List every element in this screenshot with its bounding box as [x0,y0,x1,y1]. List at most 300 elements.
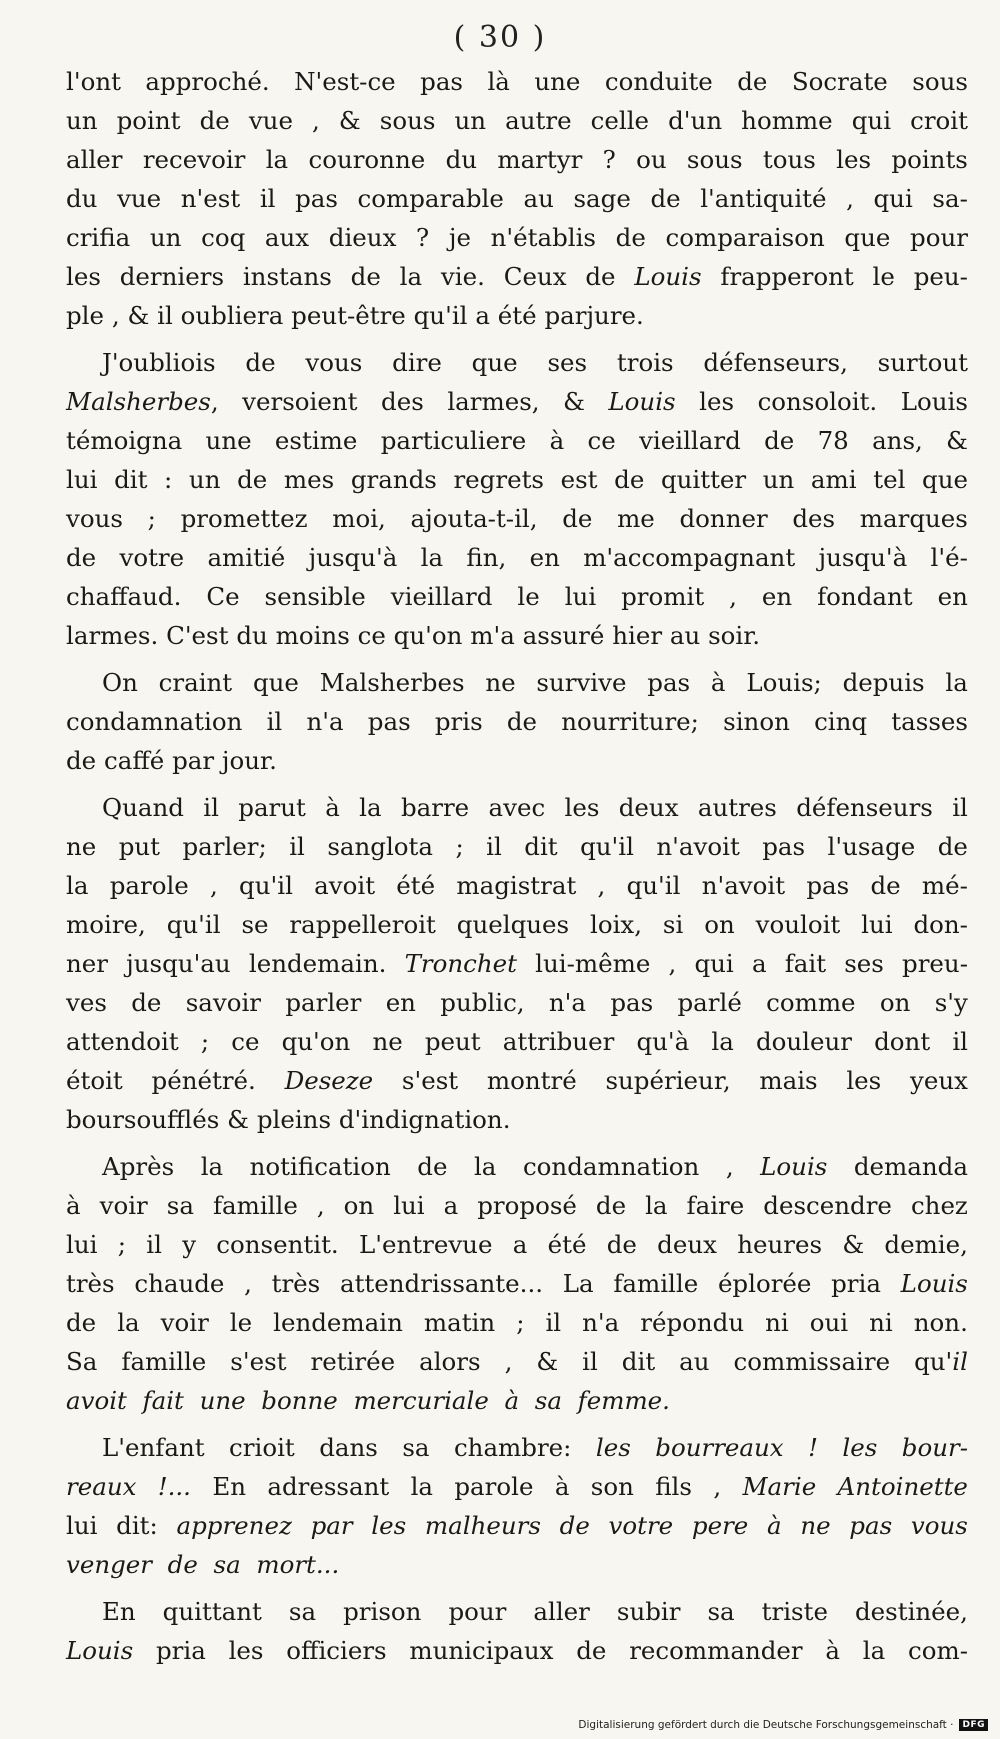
word: Socrate [791,67,888,96]
word: qui [694,949,734,978]
word: fait [784,949,827,978]
word: pris [434,707,483,736]
word: bour- [901,1433,968,1462]
word: il [259,184,276,213]
word: supérieur, [605,1066,731,1095]
word: vous [305,348,363,377]
word: vous [910,1511,968,1540]
word: pas [295,184,338,213]
word: est [560,465,598,494]
word: de [937,832,968,861]
word: une [199,1386,246,1415]
word: s'est [401,1066,459,1095]
word: Après [102,1152,175,1181]
word: de [585,262,616,291]
word: qu'il [239,871,293,900]
word: Louis [634,262,702,291]
word: que [844,223,891,252]
text-line [66,663,968,702]
word: l'é- [930,543,968,572]
word: mais [759,1066,818,1095]
word: , [111,301,120,330]
word: , [244,1269,252,1298]
word: demanda [853,1152,968,1181]
word: , [725,1152,734,1181]
paragraph-gap [66,1584,968,1592]
word: commissaire [733,1347,891,1376]
word: qu'on [281,1027,351,1056]
word: ne [372,1027,403,1056]
word: pas [420,67,464,96]
word: ? [416,223,430,252]
word: ou [636,145,667,174]
word: vue [117,184,162,213]
word: fait [142,1386,184,1415]
word: Ceux [503,262,567,291]
text-line [66,140,968,179]
footer-credit: Digitalisierung gefördert durch die Deutsche Forschungsgemeinschaft · [578,1719,954,1731]
word: preu- [902,949,968,978]
word: sous [912,67,968,96]
word: que [471,348,518,377]
word: au [523,184,554,213]
word: ple [66,301,105,330]
word: qu'à [636,1027,690,1056]
word: un [66,106,98,135]
word: boursoufflés [66,1105,220,1134]
word: un [188,465,221,494]
word: on [704,910,735,939]
word: parjure. [544,301,644,330]
word: , [713,1472,722,1501]
word: lui [393,1191,425,1220]
word: très [66,1269,115,1298]
word: pas [610,988,654,1017]
word: cinq [814,707,868,736]
digitization-footer [578,1719,988,1731]
paragraph-gap [66,655,968,663]
word: crifia [66,223,131,252]
word: parler [285,988,362,1017]
word: pleins [256,1105,332,1134]
word: vieillard [639,426,741,455]
word: Louis; [746,668,822,697]
word: d'indignation. [338,1105,511,1134]
word: lui [861,910,893,939]
text-line [66,257,968,296]
word: dit: [116,1511,158,1540]
word: consoloit. [757,387,878,416]
word: n'a [548,988,587,1017]
word: recevoir [142,145,246,174]
text-line [66,218,968,257]
word: dont [874,1027,931,1056]
word: parlé [677,988,742,1017]
word: attendrissante... [339,1269,544,1298]
word: ajouta-t-il, [410,504,538,533]
word: de [562,504,593,533]
word: ; [117,1230,126,1259]
word: en [937,582,968,611]
word: regrets [453,465,544,494]
word: comparable [357,184,504,213]
word: condamnation [522,1152,700,1181]
word: put [118,832,161,861]
word: Malsherbes [319,668,465,697]
word: deux [618,793,679,822]
word: faire [686,1191,745,1220]
word: à [66,1191,81,1220]
word: a [512,1230,528,1259]
word: officiers [286,1636,387,1665]
word: matin [423,1308,496,1337]
word: aller [533,1597,590,1626]
word: hier [612,621,663,650]
word: la [66,871,89,900]
word: de [167,1550,198,1579]
word: , [210,871,218,900]
word: été [396,871,436,900]
word: témoigna [66,426,183,455]
word: pria [831,1269,881,1298]
word: , [504,1347,513,1376]
word: dit [524,832,558,861]
word: On [102,668,138,697]
word: versoient [242,387,358,416]
word: la [711,1027,734,1056]
word: qu'il [413,301,468,330]
word: survive [536,668,627,697]
word: proposé [477,1191,577,1220]
word: par [310,1511,353,1540]
word: ; [147,504,156,533]
word: que [252,668,299,697]
word: les [846,1066,882,1095]
word: de [66,746,97,775]
word: à [549,426,565,455]
word: C'est [166,621,229,650]
word: mercuriale [353,1386,489,1415]
word: instans [242,262,332,291]
word: comparaison [665,223,825,252]
word: Sa [66,1347,98,1376]
word: ans, [872,426,923,455]
word: parut [238,793,306,822]
text-line [66,1225,968,1264]
word: il [266,707,283,736]
word: jusqu'au [126,949,231,978]
word: une [534,67,581,96]
word: quittant [162,1597,262,1626]
word: quelques [456,910,570,939]
word: yeux [910,1066,968,1095]
word: ce [587,426,616,455]
word: ami [810,465,857,494]
word: le [517,582,540,611]
word: fondant [817,582,913,611]
word: défenseurs, [703,348,848,377]
word: dans [319,1433,378,1462]
word: lendemain. [248,949,387,978]
word: montré [486,1066,577,1095]
word: pria [155,1636,206,1665]
word: l'antiquité [700,184,827,213]
word: de [737,67,768,96]
word: alors [419,1347,481,1376]
word: n'est [180,184,241,213]
text-line [66,382,968,421]
word: , [846,184,854,213]
text-line [66,1264,968,1303]
word: nourriture; [561,707,699,736]
word: au [669,621,701,650]
word: il [545,1308,562,1337]
word: les [842,1433,878,1462]
word: parole [454,1472,534,1501]
word: lui [66,465,98,494]
word: dit [114,465,148,494]
word: jour. [221,746,277,775]
word: de [870,871,901,900]
word: oubliera [180,301,284,330]
word: les [228,1636,264,1665]
word: sa [534,1386,562,1415]
word: , [312,106,320,135]
word: été [497,301,537,330]
word: pour [910,223,968,252]
word: , [668,949,677,978]
word: n'a [306,707,344,736]
word: Malsherbes, [66,387,219,416]
word: vieillard [390,582,493,611]
word: un [762,465,795,494]
word: ner [66,949,108,978]
word: lui [564,582,597,611]
dfg-logo: DFG [959,1719,988,1731]
text-line [66,1592,968,1631]
text-line [66,101,968,140]
word: recommander [629,1636,803,1665]
word: a [443,1191,459,1220]
word: conduite [604,67,713,96]
word: municipaux [409,1636,554,1665]
word: la [473,1152,497,1181]
word: destinée, [854,1597,968,1626]
word: a [751,949,767,978]
word: sensible [264,582,366,611]
word: qu'on [393,621,463,650]
word: savoir [185,988,262,1017]
word: en [761,582,793,611]
word: au [679,1347,710,1376]
word: les [564,793,600,822]
word: il [157,301,173,330]
word: croit [910,106,968,135]
word: condamnation [66,707,243,736]
text-line [66,1022,968,1061]
word: & [536,1347,559,1376]
word: de [199,106,230,135]
word: trois [616,348,674,377]
word: larmes, [447,387,540,416]
word: promettez [180,504,308,533]
word: qu'il [166,910,221,939]
word: pas [849,1511,893,1540]
word: particuliere [380,426,527,455]
word: vous [66,504,123,533]
word: amitié [207,543,286,572]
word: homme [741,106,833,135]
text-line [66,1631,968,1670]
word: reaux [66,1472,137,1501]
word: points [891,145,968,174]
word: en [385,988,416,1017]
word: pas [806,871,850,900]
word: de [615,223,646,252]
word: demie, [884,1230,968,1259]
word: don- [913,910,968,939]
word: bourreaux [655,1433,784,1462]
text-line [66,702,968,741]
word: sous [379,106,436,135]
word: Louis [760,1152,828,1181]
word: pas [367,707,411,736]
word: voir [160,1308,209,1337]
word: de [606,1230,637,1259]
word: il [203,793,219,822]
word: dire [392,348,442,377]
word: autres [697,793,777,822]
word: il [952,793,968,822]
word: vue [248,106,293,135]
word: sage [573,184,631,213]
word: rappelleroit [289,910,436,939]
word: n'a [582,1308,620,1337]
word: non. [913,1308,968,1337]
word: barre [400,793,470,822]
word: quitter [660,465,747,494]
word: & [842,1230,865,1259]
word: il [289,832,305,861]
word: un [454,106,487,135]
word: jusqu'à [818,543,908,572]
word: donner [679,504,768,533]
word: qu'il [914,1347,968,1376]
text-line [66,1303,968,1342]
word: dieux [328,223,397,252]
word: la [265,145,289,174]
word: de [417,1152,448,1181]
word: couronne [308,145,426,174]
word: votre [608,1511,674,1540]
word: prison [343,1597,422,1626]
word: surtout [877,348,968,377]
word: moire, [66,910,146,939]
word: sa [402,1433,430,1462]
word: sa [213,1550,241,1579]
word: la [862,1636,886,1665]
word: chambre: [453,1433,572,1462]
word: & [946,426,968,455]
word: avoit [66,1386,127,1415]
word: il [146,1230,162,1259]
word: ; [200,1027,210,1056]
word: avoit [314,871,376,900]
word: sa [707,1597,735,1626]
text-line [66,1342,968,1381]
word: La [562,1269,594,1298]
word: subir [616,1597,681,1626]
word: de [237,465,268,494]
word: à [710,668,726,697]
text-line [66,1506,968,1545]
word: qui [851,106,892,135]
text-line [66,1545,968,1584]
word: de [131,988,162,1017]
word: douleur [755,1027,852,1056]
text-line [66,1428,968,1467]
text-line [66,343,968,382]
word: du [445,145,478,174]
word: frapperont [720,262,854,291]
text-line [66,866,968,905]
word: s'y [934,988,968,1017]
word: Louis [608,387,676,416]
paragraph-gap [66,1139,968,1147]
word: larmes. [66,621,159,650]
word: soir. [708,621,761,650]
word: heures [737,1230,823,1259]
word: les [66,262,101,291]
word: sinon [723,707,790,736]
word: s'est [230,1347,287,1376]
word: bonne [261,1386,338,1415]
word: se [241,910,269,939]
word: les [836,145,872,174]
text-line [66,499,968,538]
word: ses [547,348,588,377]
word: pere [691,1511,749,1540]
word: un [149,223,182,252]
word: J'oubliois [102,348,216,377]
word: Antoinette [837,1472,968,1501]
word: peut [424,1027,481,1056]
word: ce [231,1027,260,1056]
text-line [66,1100,968,1139]
word: la [645,1191,668,1220]
word: ? [602,145,616,174]
word: éplorée [717,1269,812,1298]
word: de [66,543,97,572]
word: lui-même [535,949,651,978]
word: sanglota [327,832,434,861]
word: lui [66,1230,98,1259]
word: de [650,184,681,213]
word: ne [800,1511,831,1540]
word: de [576,1636,607,1665]
word: attribuer [502,1027,615,1056]
word: la [359,793,382,822]
word: de [614,465,645,494]
word: Quand [102,793,184,822]
word: pas [647,668,691,697]
text-line [66,179,968,218]
word: coq [201,223,246,252]
word: en [529,543,560,572]
paragraph-gap [66,335,968,343]
word: peut-être [291,301,406,330]
word: & [563,387,585,416]
